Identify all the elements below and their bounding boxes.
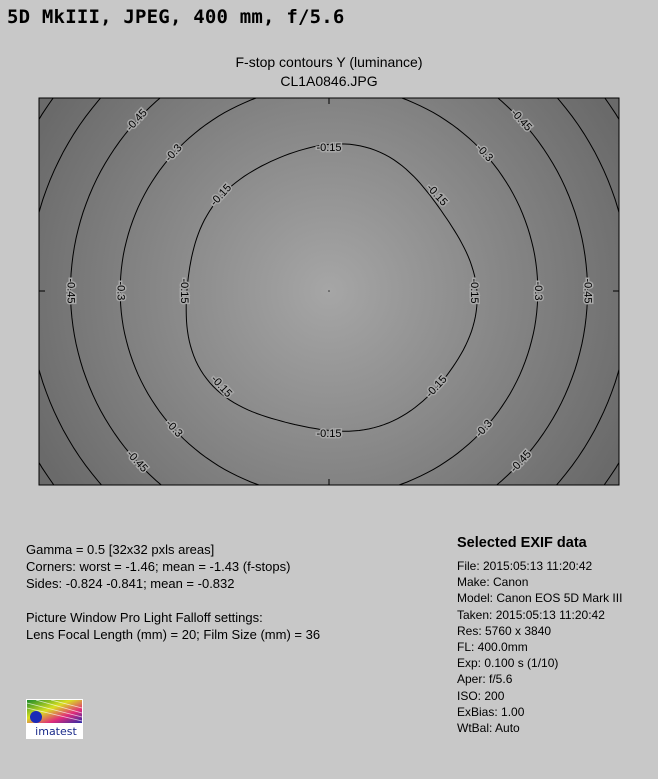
exif-line: ExBias: 1.00 [457, 704, 525, 719]
contour-label: -0.15 [208, 373, 235, 400]
contour-label: -0.45 [64, 278, 77, 304]
stats-block [26, 541, 290, 592]
stats-line-sides: Sides: -0.824 -0.841; mean = -0.832 [26, 576, 235, 591]
picture-window-settings [26, 609, 320, 643]
contour-label: -0.3 [531, 281, 544, 301]
contour-label: -0.15 [423, 181, 450, 209]
stats-line-corners: Corners: worst = -1.46; mean = -1.43 (f-stops) [26, 559, 291, 574]
contour-label: -0.15 [316, 427, 342, 440]
pw-line-title: Picture Window Pro Light Falloff settings: [26, 610, 263, 625]
stats-line-gamma: Gamma = 0.5 [32x32 pxls areas] [26, 542, 215, 557]
contour-label: -0.15 [468, 278, 481, 304]
exif-line: FL: 400.0mm [457, 640, 528, 655]
exif-line: File: 2015:05:13 11:20:42 [457, 559, 593, 573]
contour-label: -0.3 [114, 281, 127, 301]
contour-label: -0.3 [473, 142, 496, 165]
exif-line: Model: Canon EOS 5D Mark III [457, 591, 623, 606]
contour-label: -0.15 [316, 141, 342, 154]
contour-label: -0.3 [163, 417, 185, 440]
exif-title: Selected EXIF data [457, 535, 587, 551]
exif-line: Exp: 0.100 s (1/10) [457, 656, 559, 671]
exif-line: WtBal: Auto [457, 721, 520, 736]
contour-label: -0.45 [124, 448, 150, 475]
contour-label: -0.3 [473, 417, 495, 440]
exif-line: ISO: 200 [457, 688, 505, 703]
contour-label: -0.3 [162, 142, 185, 165]
contour-label: -0.15 [178, 278, 191, 304]
exif-line: Res: 5760 x 3840 [457, 623, 552, 638]
contour-label: -0.45 [581, 278, 594, 304]
contour-label: -0.45 [508, 107, 535, 134]
contour-label: -0.45 [123, 107, 150, 134]
center-dot [328, 290, 330, 292]
imatest-logo [26, 699, 83, 739]
chart-subtitle: CL1A0846.JPG [280, 73, 378, 89]
exif-line: Taken: 2015:05:13 11:20:42 [457, 607, 605, 622]
exif-list [457, 558, 622, 736]
contour-label: -0.15 [423, 373, 450, 400]
exif-line: Make: Canon [457, 575, 529, 590]
contour-label: -0.15 [208, 181, 235, 209]
logo-text: imatest [35, 725, 77, 738]
pw-line-settings: Lens Focal Length (mm) = 20; Film Size (mm) = 36 [26, 627, 321, 642]
page-title: 5D MkIII, JPEG, 400 mm, f/5.6 [7, 6, 345, 28]
chart-title: F-stop contours Y (luminance) [235, 54, 423, 70]
contour-label: -0.45 [508, 448, 534, 475]
exif-line: Aper: f/5.6 [457, 672, 513, 687]
